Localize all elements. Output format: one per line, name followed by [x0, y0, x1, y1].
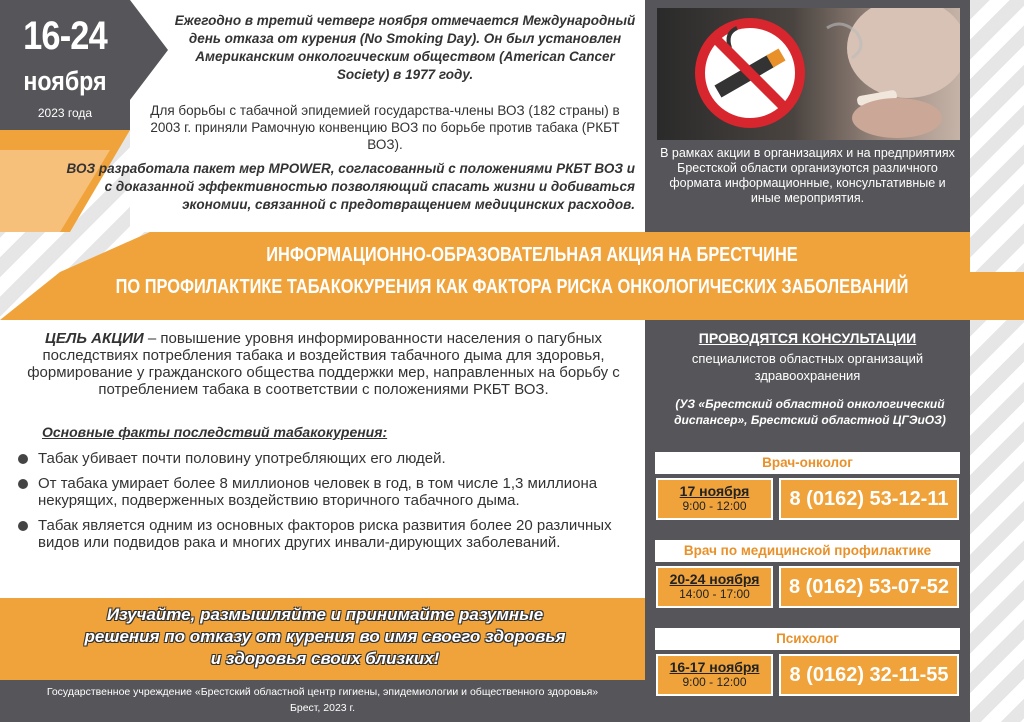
- specialist-date: 16-17 ноября: [669, 659, 760, 675]
- specialist-role-oncologist: Врач-онколог: [655, 452, 960, 474]
- facts-title: Основные факты последствий табакокурения:: [42, 424, 388, 440]
- intro-paragraph-1: Ежегодно в третий четверг ноября отмечается Международный день отказа от курения (No Smoking Day). Он был установлен Американским онкологическим обществом (American Cancer Society) в 1977 году.: [174, 13, 636, 82]
- fact-text: Табак убивает почти половину употребляющих его людей.: [38, 450, 446, 467]
- specialist-phone[interactable]: 8 (0162) 32-11-55: [779, 654, 959, 696]
- specialist-date: 17 ноября: [679, 483, 750, 499]
- intro-paragraph-2: Для борьбы с табачной эпидемией государства-члены ВОЗ (182 страны) в 2003 г. приняли Рамочную конвенцию ВОЗ по борьбе против табака (РКБТ ВОЗ).: [150, 103, 620, 152]
- footer-organization: Государственное учреждение «Брестский областной центр гигиены, эпидемиологии и общественного здоровья»: [46, 686, 599, 698]
- specialist-date-box: [656, 478, 773, 520]
- specialist-time: 9:00 - 12:00: [682, 499, 747, 513]
- goal-label: ЦЕЛЬ АКЦИИ: [44, 330, 144, 347]
- fact-item: [16, 450, 631, 467]
- specialist-time: 9:00 - 12:00: [682, 675, 747, 689]
- slogan-line-3: и здоровья своих близких!: [210, 649, 440, 668]
- intro-paragraph-3: ВОЗ разработала пакет мер MPOWER, согласованный с положениями РКБТ ВОЗ и с доказанной эффективностью позволяющий спасать жизни и добиваться экономии, связанной с предотвращением медицинских расходов.: [66, 161, 635, 212]
- date-year: 2023 года: [37, 106, 93, 120]
- goal-text: – повышение уровня информированности населения о пагубных последствиях потребления табака и воздействия табачного дыма для здоровья, формирование у гражданского общества поддержки мер, направленных на борьбу с потреблением табака в соответствии с положениями РКБТ ВОЗ.: [27, 330, 620, 398]
- fact-item: [16, 475, 631, 509]
- specialist-role-psychologist: Психолог: [655, 628, 960, 650]
- bullet-dot-icon: [18, 454, 28, 464]
- slogan: [20, 604, 630, 670]
- date-month: ноября: [23, 66, 107, 96]
- specialist-phone[interactable]: 8 (0162) 53-07-52: [779, 566, 959, 608]
- facts-list: [16, 450, 631, 559]
- specialist-date: 20-24 ноября: [669, 571, 760, 587]
- fact-text: Табак является одним из основных факторов риска развития более 20 различных видов или подвидов рака и многих других инвали-дирующих заболеваний.: [38, 517, 612, 551]
- fact-item: [16, 517, 631, 551]
- specialist-phone[interactable]: 8 (0162) 53-12-11: [779, 478, 959, 520]
- photo-caption: В рамках акции в организациях и на предприятиях Брестской области организуются различного формата информационные, консультативные и иные мероприятия.: [660, 146, 955, 205]
- slogan-line-2: решения по отказу от курения во имя своего здоровья: [84, 627, 566, 646]
- banner-title-line-2: ПО ПРОФИЛАКТИКЕ ТАБАКОКУРЕНИЯ КАК ФАКТОРА РИСКА ОНКОЛОГИЧЕСКИХ ЗАБОЛЕВАНИЙ: [115, 276, 909, 298]
- specialist-time: 14:00 - 17:00: [679, 587, 750, 601]
- no-smoking-icon: [695, 18, 805, 128]
- specialist-role-prevention: Врач по медицинской профилактике: [655, 540, 960, 562]
- slogan-line-1: Изучайте, размышляйте и принимайте разумные: [106, 605, 544, 624]
- consultations-title: ПРОВОДЯТСЯ КОНСУЛЬТАЦИИ: [698, 330, 917, 346]
- goal-paragraph: [16, 330, 631, 398]
- specialist-date-box: [656, 566, 773, 608]
- specialist-date-box: [656, 654, 773, 696]
- date-range: 16-24: [23, 14, 107, 58]
- footer-city-year: Брест, 2023 г.: [289, 702, 356, 714]
- fact-text: От табака умирает более 8 миллионов человек в год, в том числе 1,3 миллиона некурящих, подверженных воздействию вторичного табачного дыма.: [38, 475, 598, 509]
- smoking-photo: [657, 8, 960, 140]
- bullet-dot-icon: [18, 521, 28, 531]
- bullet-dot-icon: [18, 479, 28, 489]
- banner-title-line-1: ИНФОРМАЦИОННО-ОБРАЗОВАТЕЛЬНАЯ АКЦИЯ НА БРЕСТЧИНЕ: [266, 244, 798, 266]
- consultations-subtitle: специалистов областных организаций здравоохранения: [691, 351, 924, 383]
- consultations-organizations: (УЗ «Брестский областной онкологический диспансер», Брестский областной ЦГЭиОЗ): [674, 397, 946, 427]
